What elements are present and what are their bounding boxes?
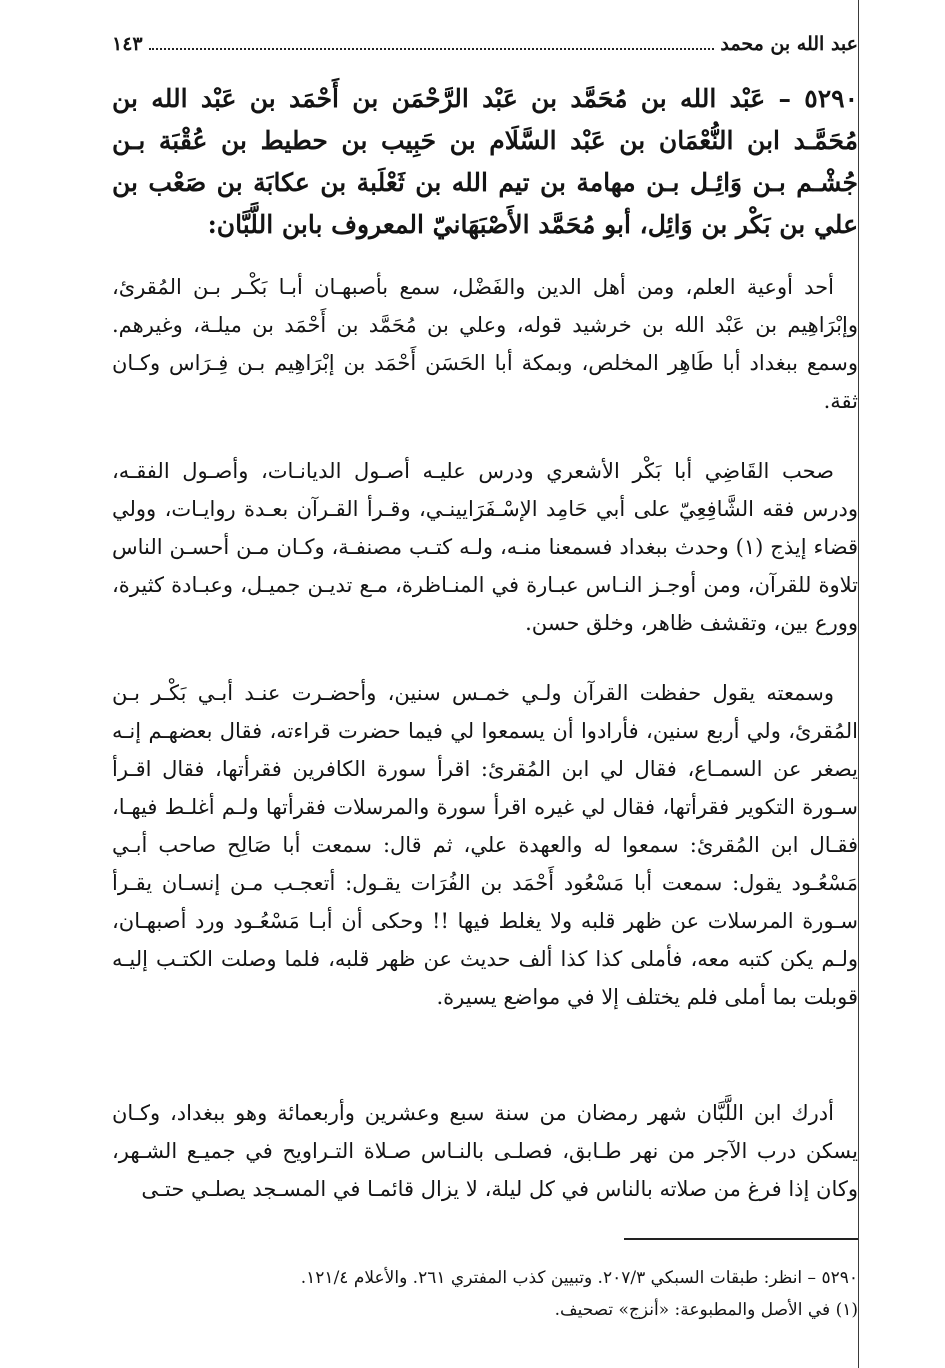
leader-dots bbox=[149, 32, 715, 50]
footnote-1: (١) في الأصل والمطبوعة: «أنزج» تصحيف. bbox=[554, 1300, 858, 1320]
running-header bbox=[112, 32, 858, 66]
paragraph-3: وسمعته يقول حفظت القرآن ولـي خمـس سنين، وأحضـرت عنـد أبـي بَكْـر بـن المُقرئ، ولي أربع سنين، فأرادوا أن يسمعوا لي فيما حضرت قراءته، فقال بعضهـم إنـه يصغر عن السمـاع، فقال لي ابن المُقرئ: اقرأ سورة الكافرين فقرأتها، فقال اقـرأ سـورة التكوير فقرأتها، فقال لي غيره اقرأ سورة والمرسلات فقرأتها ولـم أغلـط فيهـا، فقـال ابن المُقرئ: سمعوا له والعهدة علي، ثم قال: سمعت أبا صَالِح صاحب أبـي مَسْعُـود يقول: سمعت أبا مَسْعُود أَحْمَد بن الفُرَات يقـول: أتعجـب مـن إنسـان يقـرأ سـورة المرسلات عن ظهر قلبه ولا يغلط فيها !! وحكى أن أبـا مَسْعُـود ورد أصبهـان، ولـم يكن كتبه معه، فأملى كذا كذا ألف حديث عن ظهر قلبه، فلما وصلت الكتـب إليـه قوبلت بما أملى فلم يختلف إلا في مواضع يسيرة. bbox=[112, 681, 858, 1009]
paragraph-1: أحد أوعية العلم، ومن أهل الدين والفَضْل، سمع بأصبهـان أبـا بَكْـر بـن المُقرئ، وإبْرَاهِيم بن عَبْد الله بن خرشيد قوله، وعلي بن مُحَمَّد بن أَحْمَد بن ميلـة، وغيرهم. وسمع ببغداد أبا طَاهِر المخلص، وبمكة أبا الحَسَن أَحْمَد بن إبْرَاهِيم بـن فِـرَاس وكـان ثقة. bbox=[112, 275, 858, 413]
running-title: عبد الله بن محمد bbox=[720, 33, 858, 55]
page-edge-line bbox=[858, 0, 859, 1368]
page-number: ١٤٣ bbox=[112, 33, 143, 55]
paragraph-2: صحب القَاضِي أبا بَكْر الأشعري ودرس عليـه أصـول الديانـات، وأصـول الفقـه، ودرس فقه الشَّافِعِيّ على أبي حَامِد الإسْـفَرَايينـي، وقـرأ القـرآن بعـدة روايـات، وولي قضاء إيذج (١) وحدث ببغداد فسمعنا منـه، ولـه كتـب مصنفـة، وكـان مـن أحسـن الناس تلاوة للقرآن، ومن أوجـز النـاس عبـارة في المنـاظرة، مـع تديـن جميـل، وعبـادة كثيرة، وورع بين، وتقشف ظاهر، وخلق حسن. bbox=[112, 459, 858, 635]
entry-heading: ٥٢٩٠ – عَبْد الله بن مُحَمَّد بن عَبْد الرَّحْمَن بن أَحْمَد بن عَبْد الله بن مُحَمَّـد ابن النُّعْمَان بن عَبْد السَّلَام بن حَبِيب بن حطيط بن عُقْبَة بـن جُشْـم بـن وَائِـل بـن مهامة بن تيم الله بن ثَعْلَبة بن عكابَة بن صَعْب بن علي بن بَكْر بن وَائِل، أبو مُحَمَّد الأَصْبَهَانيّ المعروف بابن اللَّبَّان: bbox=[112, 84, 858, 239]
footnote-rule bbox=[624, 1238, 858, 1240]
paragraph-4: أدرك ابن اللَّبَّان شهر رمضان من سنة سبع وعشرين وأربعمائة وهو ببغداد، وكـان يسكن درب الآجر من نهر طـابق، فصلـى بالنـاس صـلاة التـراويح في جميـع الشـهر، وكان إذا فرغ من صلاته بالناس في كل ليلة، لا يزال قائمـا في المسـجد يصلـي حتـى bbox=[112, 1101, 858, 1201]
footnotes bbox=[112, 1262, 858, 1326]
footnote-entry-source: ٥٢٩٠ – انظر: طبقات السبكي ٢٠٧/٣. وتبيين كذب المفتري ٢٦١. والأعلام ١٢١/٤. bbox=[300, 1268, 858, 1288]
